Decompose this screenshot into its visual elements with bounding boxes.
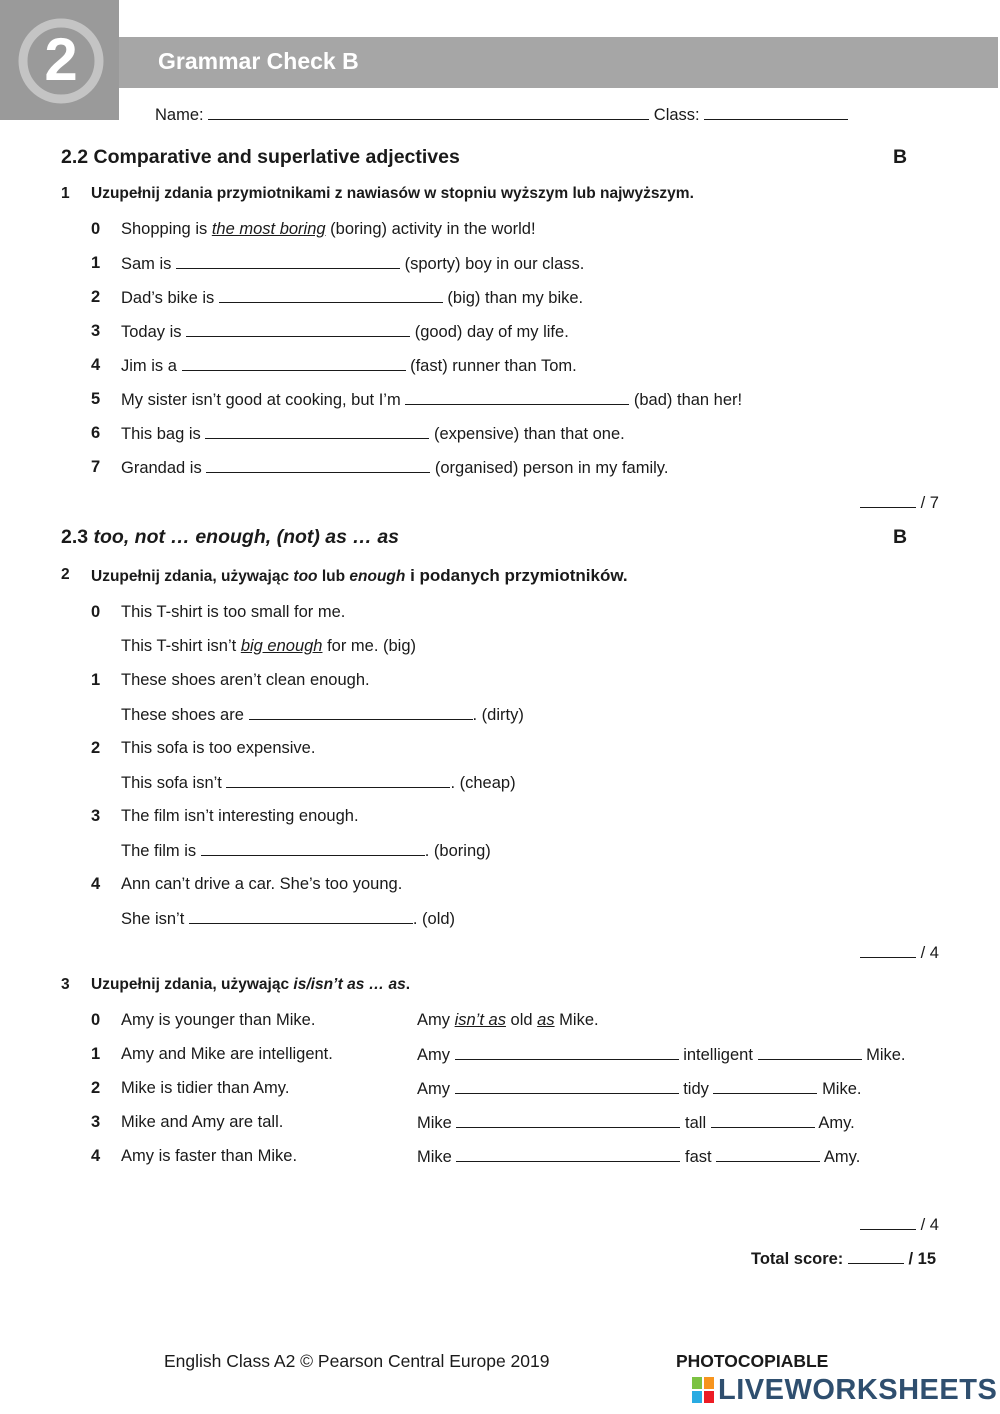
answer-blank[interactable] — [219, 287, 443, 303]
item-text: tidy — [683, 1080, 709, 1098]
answer-blank[interactable] — [716, 1146, 820, 1162]
total-score — [751, 1248, 936, 1269]
item-number: 4 — [91, 875, 101, 893]
section-heading-2-3 — [61, 526, 399, 549]
item-text: Dad’s bike is — [121, 289, 219, 307]
instr-keyword: too — [293, 568, 318, 585]
item-text: Amy. — [818, 1114, 855, 1132]
item-text: This bag is — [121, 425, 206, 443]
instr-text: i podanych przymiotników. — [405, 566, 628, 585]
item-text: fast — [685, 1148, 712, 1166]
list-item-answer — [121, 772, 516, 793]
answer-blank[interactable] — [758, 1044, 862, 1060]
exercise-instruction — [91, 566, 628, 586]
item-text: Grandad is — [121, 459, 207, 477]
example-answer: isn’t as — [454, 1011, 506, 1029]
total-label: Total score: — [751, 1250, 844, 1268]
answer-blank[interactable] — [405, 389, 629, 405]
item-text: (good) day of my life. — [410, 323, 569, 341]
item-text: Mike. — [554, 1011, 599, 1029]
list-item-answer — [121, 840, 491, 861]
item-text: (expensive) than that one. — [429, 425, 625, 443]
list-item-answer — [121, 636, 416, 656]
item-answer-line — [417, 1146, 860, 1167]
instr-keyword: enough — [349, 568, 406, 585]
item-number: 3 — [91, 807, 101, 825]
item-number: 0 — [91, 220, 101, 238]
item-number: 1 — [91, 1045, 101, 1063]
item-text: (bad) than her! — [629, 391, 743, 409]
item-number: 6 — [91, 424, 101, 442]
item-text: She isn’t — [121, 910, 189, 928]
item-text: My sister isn’t good at cooking, but I’m — [121, 391, 406, 409]
item-text: Mike — [417, 1114, 452, 1132]
item-text: intelligent — [683, 1046, 753, 1064]
item-text: Shopping is — [121, 220, 212, 238]
item-text: Amy. — [823, 1148, 861, 1166]
item-number: 7 — [91, 458, 101, 476]
item-answer-line — [417, 1044, 906, 1065]
name-field[interactable] — [208, 104, 649, 120]
item-prompt: Ann can’t drive a car. She’s too young. — [121, 875, 403, 893]
item-text: (boring) activity in the world! — [325, 220, 536, 238]
item-text: (organised) person in my family. — [430, 459, 669, 477]
item-number: 0 — [91, 603, 101, 621]
item-text: . (dirty) — [472, 706, 524, 724]
unit-badge — [0, 0, 119, 120]
instr-text: Uzupełnij zdania, używając — [91, 568, 294, 585]
answer-blank[interactable] — [456, 1146, 680, 1162]
answer-blank[interactable] — [455, 1044, 679, 1060]
item-number: 5 — [91, 390, 101, 408]
list-item-answer — [121, 908, 455, 929]
item-answer-line — [417, 1112, 855, 1133]
instr-text: Uzupełnij zdania, używając — [91, 976, 294, 993]
class-field[interactable] — [704, 104, 848, 120]
item-number: 4 — [91, 356, 101, 374]
item-number: 0 — [91, 1011, 101, 1029]
item-text: Sam is — [121, 255, 177, 273]
item-text: Mike — [417, 1148, 452, 1166]
class-label: Class: — [653, 106, 700, 124]
section-heading-2-2: 2.2 Comparative and superlative adjectives — [61, 146, 460, 168]
item-prompt: Mike and Amy are tall. — [121, 1113, 284, 1131]
item-prompt: Amy and Mike are intelligent. — [121, 1045, 333, 1063]
answer-blank[interactable] — [186, 321, 410, 337]
item-text: Amy — [417, 1046, 450, 1064]
item-number: 2 — [91, 739, 101, 757]
example-answer: as — [537, 1011, 555, 1029]
item-text: (sporty) boy in our class. — [400, 255, 585, 273]
instr-keyword: is/isn’t as … as — [293, 976, 406, 993]
item-text: Amy — [417, 1080, 450, 1098]
item-text: Today is — [121, 323, 187, 341]
item-number: 2 — [91, 1079, 101, 1097]
exercise-instruction — [91, 976, 410, 994]
section-score — [860, 942, 939, 963]
item-number: 1 — [91, 671, 101, 689]
example-answer: the most boring — [211, 220, 326, 238]
item-text: tall — [685, 1114, 707, 1132]
answer-blank[interactable] — [455, 1078, 679, 1094]
item-text: These shoes are — [121, 706, 249, 724]
item-text: Mike. — [822, 1080, 862, 1098]
score-max: / 7 — [920, 494, 939, 512]
item-text: Amy — [417, 1011, 455, 1029]
item-prompt: Mike is tidier than Amy. — [121, 1079, 290, 1097]
score-blank[interactable] — [860, 1214, 916, 1230]
exercise-number: 1 — [61, 185, 70, 202]
page-title: Grammar Check B — [158, 48, 359, 74]
section-heading-topic: too, not … enough, (not) as … as — [93, 526, 400, 548]
liveworksheets-brand: LIVEWORKSHEETS — [718, 1374, 998, 1406]
answer-blank[interactable] — [226, 772, 450, 788]
item-number: 2 — [91, 288, 101, 306]
example-answer: big enough — [240, 637, 323, 655]
item-text: . (cheap) — [450, 774, 516, 792]
item-text: . (boring) — [424, 842, 491, 860]
answer-blank[interactable] — [201, 840, 425, 856]
item-prompt: This sofa is too expensive. — [121, 739, 316, 757]
answer-blank[interactable] — [456, 1112, 680, 1128]
item-answer-line — [417, 1010, 599, 1030]
item-number: 4 — [91, 1147, 101, 1165]
score-max: / 4 — [920, 944, 939, 962]
item-text: . (old) — [412, 910, 456, 928]
answer-blank[interactable] — [205, 423, 429, 439]
answer-blank[interactable] — [189, 908, 413, 924]
instr-text: lub — [317, 568, 350, 585]
section-version: B — [893, 146, 908, 168]
answer-blank[interactable] — [711, 1112, 815, 1128]
total-max: / 15 — [908, 1250, 937, 1268]
item-text: Mike. — [866, 1046, 906, 1064]
section-score — [860, 492, 939, 513]
title-bar — [119, 37, 998, 88]
section-score — [860, 1214, 939, 1235]
item-text: for me. (big) — [322, 637, 417, 655]
answer-blank[interactable] — [176, 253, 400, 269]
liveworksheets-logo-icon — [692, 1377, 714, 1403]
item-text: This sofa isn’t — [121, 774, 227, 792]
item-prompt: The film isn’t interesting enough. — [121, 807, 359, 825]
answer-blank[interactable] — [206, 457, 430, 473]
unit-number: 2 — [44, 26, 78, 93]
item-answer-line — [417, 1078, 861, 1099]
item-number: 1 — [91, 254, 101, 272]
item-prompt: This T-shirt is too small for me. — [121, 603, 346, 621]
footer-photocopiable: PHOTOCOPIABLE — [676, 1351, 829, 1371]
item-text: old — [505, 1011, 538, 1029]
list-item-answer — [121, 704, 524, 725]
score-max: / 4 — [920, 1216, 939, 1234]
item-text: The film is — [121, 842, 201, 860]
section-heading-num: 2.3 — [61, 526, 94, 548]
item-number: 3 — [91, 1113, 101, 1131]
instr-text: . — [405, 976, 411, 993]
exercise-number: 3 — [61, 976, 70, 993]
answer-blank[interactable] — [249, 704, 473, 720]
answer-blank[interactable] — [713, 1078, 817, 1094]
item-prompt: These shoes aren’t clean enough. — [121, 671, 370, 689]
name-class-line — [155, 104, 848, 125]
section-version: B — [893, 526, 908, 548]
score-blank[interactable] — [860, 492, 916, 508]
item-text: Jim is a — [121, 357, 182, 375]
item-text: (big) than my bike. — [442, 289, 584, 307]
answer-blank[interactable] — [182, 355, 406, 371]
exercise-number: 2 — [61, 566, 70, 583]
item-text: This T-shirt isn’t — [121, 637, 241, 655]
name-label: Name: — [155, 106, 204, 124]
item-prompt: Amy is younger than Mike. — [121, 1011, 316, 1029]
score-blank[interactable] — [860, 942, 916, 958]
total-blank[interactable] — [848, 1248, 904, 1264]
item-text: (fast) runner than Tom. — [405, 357, 577, 375]
item-number: 3 — [91, 322, 101, 340]
item-prompt: Amy is faster than Mike. — [121, 1147, 298, 1165]
footer-copyright: English Class A2 © Pearson Central Europe 2019 — [164, 1351, 550, 1371]
exercise-instruction: Uzupełnij zdania przymiotnikami z nawiasów w stopniu wyższym lub najwyższym. — [91, 185, 694, 202]
